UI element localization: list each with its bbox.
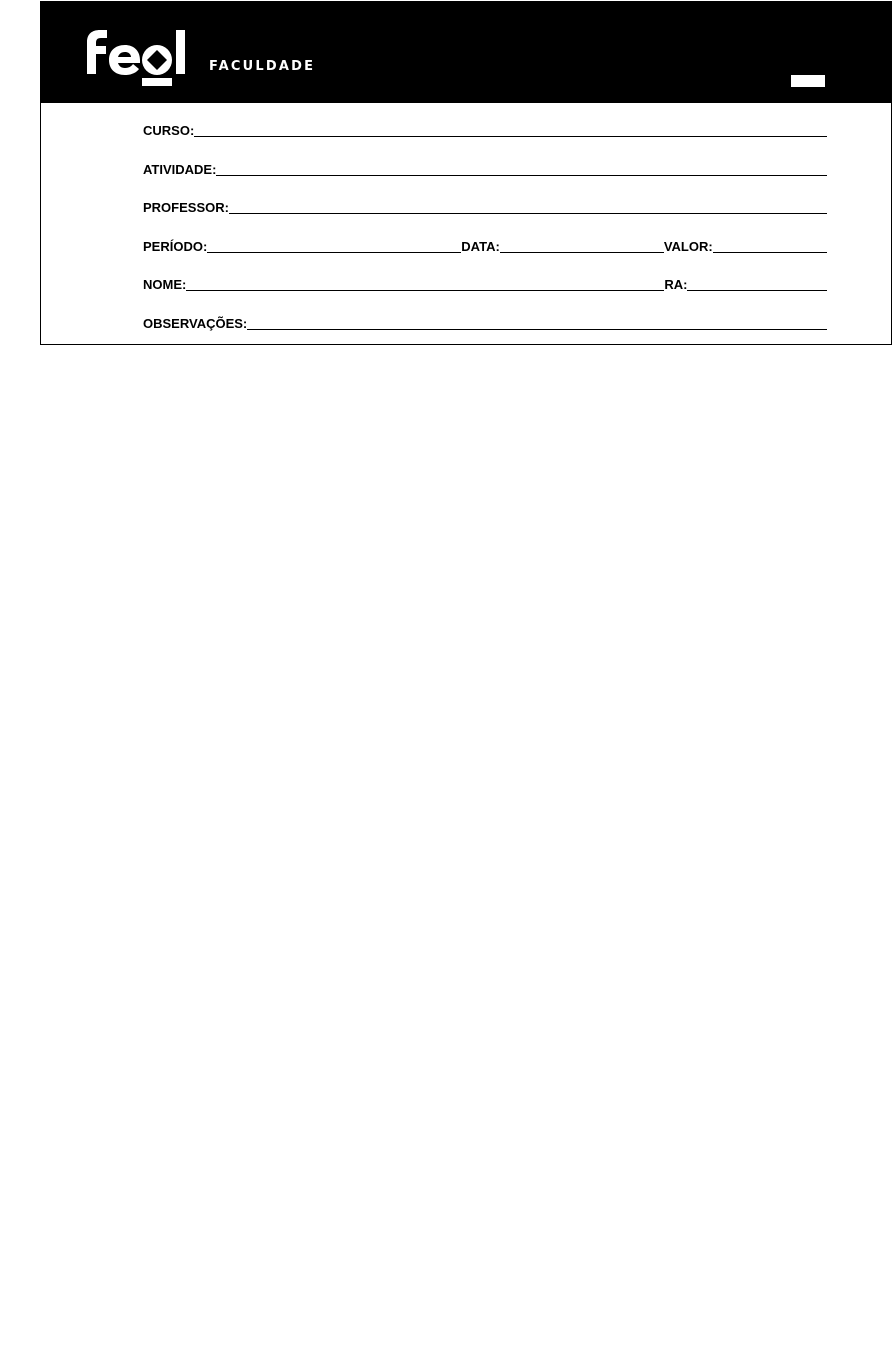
assignment-cover-form <box>40 1 892 345</box>
feol-logo <box>79 28 191 90</box>
ra-label: RA: <box>664 277 688 292</box>
header-band <box>41 2 891 103</box>
nome-field[interactable] <box>186 290 664 291</box>
observacoes-field[interactable] <box>247 329 827 330</box>
atividade-field[interactable] <box>216 175 827 176</box>
curso-label: CURSO: <box>143 123 195 138</box>
valor-label: VALOR: <box>663 239 713 254</box>
data-label: DATA: <box>461 239 500 254</box>
periodo-field[interactable] <box>207 252 461 253</box>
periodo-label: PERÍODO: <box>143 239 208 254</box>
row-observacoes <box>143 311 827 331</box>
row-periodo-data-valor <box>143 234 827 254</box>
valor-field[interactable] <box>713 252 827 253</box>
professor-field[interactable] <box>229 213 827 214</box>
nome-label: NOME: <box>143 277 187 292</box>
row-curso <box>143 118 827 138</box>
observacoes-label: OBSERVAÇÕES: <box>143 316 248 331</box>
row-nome-ra <box>143 272 827 292</box>
row-professor <box>143 195 827 215</box>
professor-label: PROFESSOR: <box>143 200 229 215</box>
data-field[interactable] <box>500 252 664 253</box>
atividade-label: ATIVIDADE: <box>143 162 217 177</box>
faculdade-label: FACULDADE <box>209 59 316 74</box>
curso-field[interactable] <box>194 136 827 137</box>
ra-field[interactable] <box>687 290 827 291</box>
header-mark <box>791 75 825 87</box>
row-atividade <box>143 157 827 177</box>
